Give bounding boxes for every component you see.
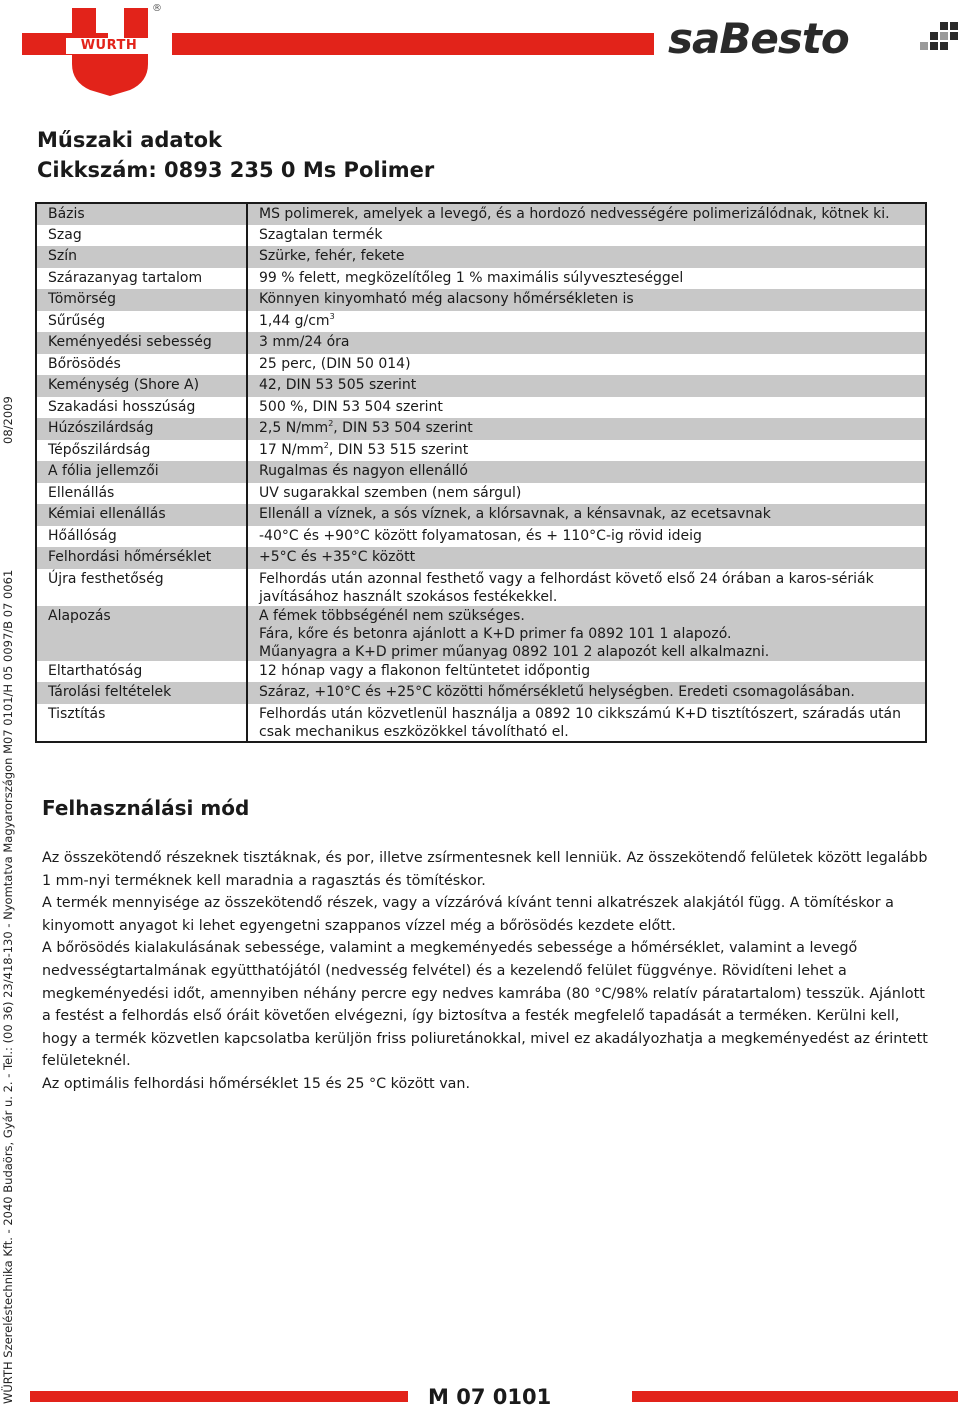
spec-row <box>36 547 926 569</box>
spec-label: Keményedési sebesség <box>36 332 247 354</box>
spec-value: 1,44 $g/cm^3$ <box>247 311 926 333</box>
spec-row <box>36 704 926 742</box>
document-code: M 07 0101 <box>428 1385 552 1409</box>
spec-row <box>36 354 926 376</box>
spec-value: Felhordás után azonnal festhető vagy a felhordást követő első 24 órában a karos-sériák javításához használt szokásos festékekkel. <box>247 569 926 606</box>
spec-label: Felhordási hőmérséklet <box>36 547 247 569</box>
spec-table-body <box>36 203 926 742</box>
spec-row <box>36 311 926 333</box>
spec-row <box>36 397 926 419</box>
spec-label: Tépőszilárdság <box>36 440 247 462</box>
wurth-logo-text: WÜRTH <box>66 38 152 54</box>
spec-label: Szag <box>36 225 247 247</box>
spec-value: A fémek többségénél nem szükséges. Fára, kőre és betonra ajánlott a K+D primer fa 0892 101 1 alapozó. Műanyagra a K+D primer műanyag 0892 101 2 alapozót kell alkalmazni. <box>247 606 926 661</box>
spec-label: Szín <box>36 246 247 268</box>
spec-value: 500 %, DIN 53 504 szerint <box>247 397 926 419</box>
usage-paragraph: A termék mennyisége az összekötendő részek, vagy a vízzáróvá kívánt tenni alkatrészek alakjától függ. A tömítéskor a kinyomott anyagot ki lehet egyengetni szappanos vízzel még a bőrösödés kezdete előtt. <box>42 895 894 934</box>
spec-label: Bázis <box>36 203 247 225</box>
spec-label: Ellenállás <box>36 483 247 505</box>
spec-row <box>36 203 926 225</box>
side-imprint-text: WÜRTH Szereléstechnika Kft. - 2040 Budaörs, Gyár u. 2. - Tel.: (00 36) 23/418-130 - Nyomtatva Magyarországon M07 0101/H 05 0097/B 07 0061 <box>1 569 15 1404</box>
spec-label: Újra festhetőség <box>36 569 247 606</box>
spec-value: Szagtalan termék <box>247 225 926 247</box>
spec-value: UV sugarakkal szemben (nem sárgul) <box>247 483 926 505</box>
spec-value: Könnyen kinyomható még alacsony hőmérsékleten is <box>247 289 926 311</box>
spec-row <box>36 268 926 290</box>
spec-value: 99 % felett, megközelítőleg 1 % maximális súlyveszteséggel <box>247 268 926 290</box>
usage-paragraph: Az optimális felhordási hőmérséklet 15 és 25 °C között van. <box>42 1075 471 1092</box>
spec-value: 42, DIN 53 505 szerint <box>247 375 926 397</box>
footer-red-bar-left <box>30 1391 408 1402</box>
spec-label: Tárolási feltételek <box>36 682 247 704</box>
spec-label: Sűrűség <box>36 311 247 333</box>
footer-red-bar-right <box>632 1391 958 1402</box>
spec-row <box>36 246 926 268</box>
spec-row <box>36 569 926 606</box>
spec-table <box>35 202 927 743</box>
spec-value: 17 $N/mm^2$, DIN 53 515 szerint <box>247 440 926 462</box>
spec-row <box>36 418 926 440</box>
spec-row <box>36 682 926 704</box>
side-imprint-date: 08/2009 <box>1 396 15 444</box>
usage-paragraph: Az összekötendő részeknek tisztáknak, és por, illetve zsírmentesnek kell lenniük. Az összekötendő felületek között legalább 1 mm-nyi terméknek kell maradnia a ragasztás és tömítéskor. <box>42 850 928 889</box>
sabesto-logo-text: saBesto <box>668 14 849 63</box>
spec-row <box>36 225 926 247</box>
registered-mark: ® <box>152 3 162 14</box>
sabesto-logo-icon <box>914 22 958 52</box>
spec-label: Szakadási hosszúság <box>36 397 247 419</box>
spec-row <box>36 504 926 526</box>
spec-label: Húzószilárdság <box>36 418 247 440</box>
usage-paragraph: A bőrösödés kialakulásának sebessége, valamint a megkeményedés sebessége a hőmérséklet, valamint a levegő nedvességtartalmának együtthatójától (nedvesség felvétel) és a kezelendő felület függvénye. Rövidíteni lehet a megkeményedési időt, amennyiben néhány percre egy nedves kamrába (80 °C/98% relatív páratartalom) tesszük. Ajánlott a festést a felhordás első óráit követően elvégezni, így biztosítva a festék megfelelő tapadását a terméken. Kerülni kell, hogy a termék közvetlen kapcsolatba kerüljön friss poliuretánokkal, mivel ez akadályozhatja a megkeményedést az érintett felületeknél. <box>42 940 928 1070</box>
spec-label: Szárazanyag tartalom <box>36 268 247 290</box>
spec-label: Eltarthatóság <box>36 661 247 683</box>
spec-row <box>36 375 926 397</box>
spec-label: Kémiai ellenállás <box>36 504 247 526</box>
spec-label: Keménység (Shore A) <box>36 375 247 397</box>
spec-label: A fólia jellemzői <box>36 461 247 483</box>
spec-row <box>36 661 926 683</box>
spec-value: Száraz, +10°C és +25°C közötti hőmérsékletű helységben. Eredeti csomagolásában. <box>247 682 926 704</box>
article-number-title: Cikkszám: 0893 235 0 Ms Polimer <box>37 158 435 182</box>
spec-value: MS polimerek, amelyek a levegő, és a hordozó nedvességére polimerizálódnak, kötnek ki. <box>247 203 926 225</box>
header-red-bar-middle <box>172 33 654 55</box>
spec-label: Tisztítás <box>36 704 247 742</box>
spec-label: Alapozás <box>36 606 247 661</box>
page-title: Műszaki adatok <box>37 128 223 152</box>
spec-label: Hőállóság <box>36 526 247 548</box>
spec-row <box>36 526 926 548</box>
spec-value: Szürke, fehér, fekete <box>247 246 926 268</box>
usage-text <box>42 847 934 1096</box>
side-imprint <box>0 396 16 1404</box>
spec-row <box>36 289 926 311</box>
spec-row <box>36 461 926 483</box>
spec-row <box>36 440 926 462</box>
usage-heading: Felhasználási mód <box>42 796 250 820</box>
spec-row <box>36 606 926 661</box>
spec-value: -40°C és +90°C között folyamatosan, és + 110°C-ig rövid ideig <box>247 526 926 548</box>
spec-value: 3 mm/24 óra <box>247 332 926 354</box>
spec-label: Tömörség <box>36 289 247 311</box>
spec-value: Rugalmas és nagyon ellenálló <box>247 461 926 483</box>
spec-row <box>36 483 926 505</box>
spec-value: Felhordás után közvetlenül használja a 0892 10 cikkszámú K+D tisztítószert, száradás után csak mechanikus eszközökkel távolítható el. <box>247 704 926 742</box>
spec-value: 25 perc, (DIN 50 014) <box>247 354 926 376</box>
spec-label: Bőrösödés <box>36 354 247 376</box>
spec-value: 12 hónap vagy a flakonon feltüntetet időpontig <box>247 661 926 683</box>
spec-value: +5°C és +35°C között <box>247 547 926 569</box>
spec-value: Ellenáll a víznek, a sós víznek, a klórsavnak, a kénsavnak, az ecetsavnak <box>247 504 926 526</box>
spec-value: 2,5 $N/mm^2$, DIN 53 504 szerint <box>247 418 926 440</box>
spec-row <box>36 332 926 354</box>
